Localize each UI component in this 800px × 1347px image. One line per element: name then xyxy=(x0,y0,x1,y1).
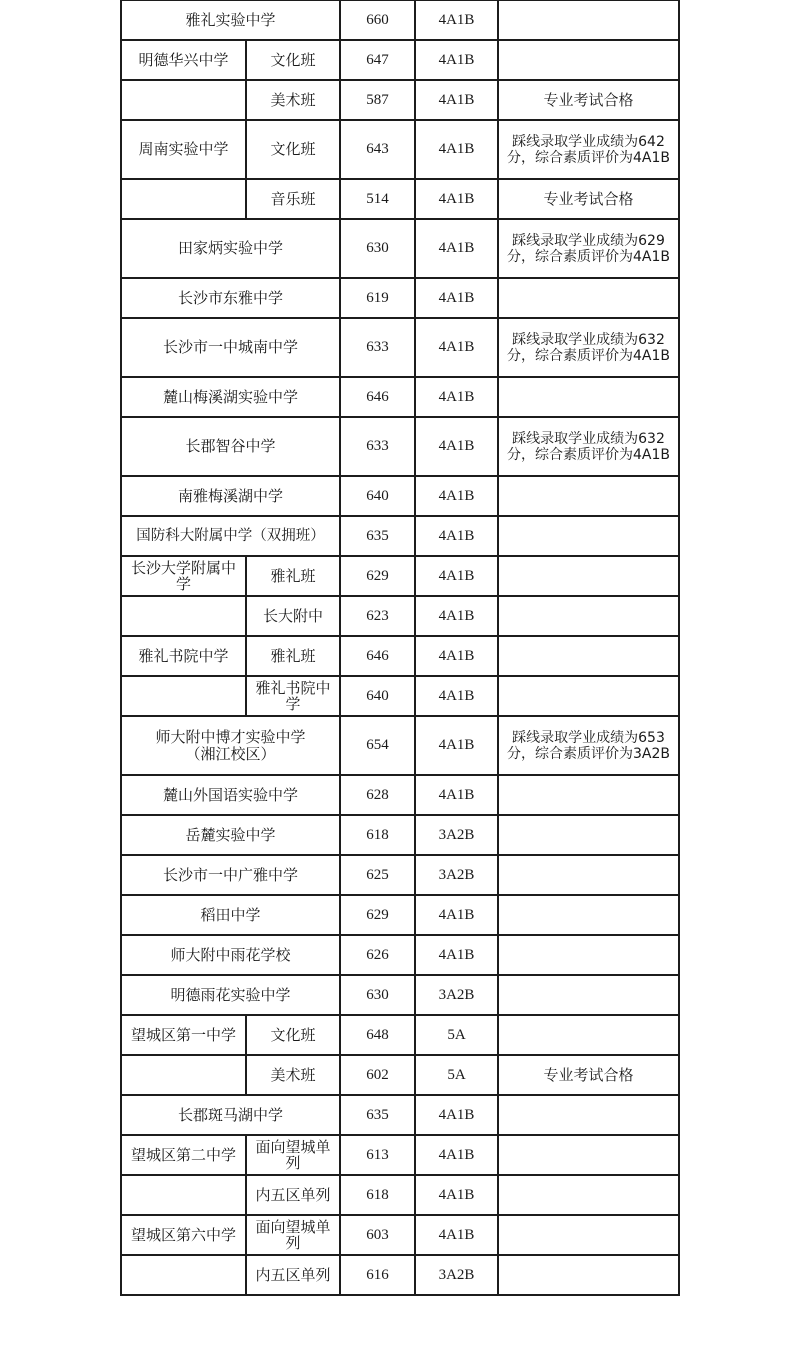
table-row xyxy=(121,318,679,377)
score-cell: 654 xyxy=(340,716,415,775)
school-name-cell: 明德雨花实验中学 xyxy=(121,975,340,1015)
note-cell xyxy=(498,1135,679,1175)
note-cell xyxy=(498,476,679,516)
school-name-cell: 望城区第六中学 xyxy=(121,1215,246,1255)
grade-cell: 4A1B xyxy=(415,1095,498,1135)
class-name-cell: 文化班 xyxy=(246,120,340,179)
table-row xyxy=(121,895,679,935)
table-row xyxy=(121,120,679,179)
grade-cell: 4A1B xyxy=(415,278,498,318)
school-name-cell: 麓山梅溪湖实验中学 xyxy=(121,377,340,417)
grade-cell: 4A1B xyxy=(415,476,498,516)
note-cell xyxy=(498,1175,679,1215)
school-name-cell: 长沙市一中城南中学 xyxy=(121,318,340,377)
grade-cell: 4A1B xyxy=(415,935,498,975)
score-cell: 629 xyxy=(340,895,415,935)
score-cell: 633 xyxy=(340,318,415,377)
school-name-cell: 长沙大学附属中学 xyxy=(121,556,246,596)
note-cell: 踩线录取学业成绩为632分，综合素质评价为4A1B xyxy=(498,318,679,377)
note-cell: 专业考试合格 xyxy=(498,80,679,120)
table-row xyxy=(121,1255,679,1295)
school-name-cell: 周南实验中学 xyxy=(121,120,246,179)
grade-cell: 4A1B xyxy=(415,219,498,278)
note-cell: 踩线录取学业成绩为653分，综合素质评价为3A2B xyxy=(498,716,679,775)
grade-cell: 5A xyxy=(415,1055,498,1095)
table-row xyxy=(121,219,679,278)
grade-cell: 3A2B xyxy=(415,855,498,895)
note-cell xyxy=(498,975,679,1015)
note-cell xyxy=(498,935,679,975)
table-row xyxy=(121,855,679,895)
note-cell xyxy=(498,775,679,815)
score-cell: 647 xyxy=(340,40,415,80)
note-cell xyxy=(498,596,679,636)
grade-cell: 4A1B xyxy=(415,40,498,80)
class-name-cell: 音乐班 xyxy=(246,179,340,219)
school-name-cell: 雅礼书院中学 xyxy=(121,636,246,676)
table-row xyxy=(121,179,679,219)
score-cell: 643 xyxy=(340,120,415,179)
note-cell xyxy=(498,556,679,596)
note-cell xyxy=(498,377,679,417)
school-name-cell xyxy=(121,1055,246,1095)
table-row xyxy=(121,815,679,855)
grade-cell: 4A1B xyxy=(415,179,498,219)
note-cell: 踩线录取学业成绩为632分，综合素质评价为4A1B xyxy=(498,417,679,476)
note-cell xyxy=(498,676,679,716)
grade-cell: 4A1B xyxy=(415,716,498,775)
class-name-cell: 美术班 xyxy=(246,1055,340,1095)
grade-cell: 4A1B xyxy=(415,516,498,556)
score-cell: 623 xyxy=(340,596,415,636)
admission-score-table-container xyxy=(120,0,678,1296)
score-cell: 619 xyxy=(340,278,415,318)
grade-cell: 5A xyxy=(415,1015,498,1055)
score-cell: 613 xyxy=(340,1135,415,1175)
note-cell xyxy=(498,815,679,855)
grade-cell: 4A1B xyxy=(415,636,498,676)
grade-cell: 4A1B xyxy=(415,0,498,40)
score-cell: 630 xyxy=(340,975,415,1015)
table-row xyxy=(121,775,679,815)
table-row xyxy=(121,417,679,476)
score-cell: 646 xyxy=(340,636,415,676)
table-row xyxy=(121,1135,679,1175)
note-cell xyxy=(498,895,679,935)
table-row xyxy=(121,1095,679,1135)
score-cell: 628 xyxy=(340,775,415,815)
admission-score-table xyxy=(120,0,680,1296)
class-name-cell: 美术班 xyxy=(246,80,340,120)
class-name-cell: 内五区单列 xyxy=(246,1255,340,1295)
grade-cell: 4A1B xyxy=(415,676,498,716)
note-cell xyxy=(498,855,679,895)
grade-cell: 4A1B xyxy=(415,1175,498,1215)
score-cell: 602 xyxy=(340,1055,415,1095)
table-row xyxy=(121,975,679,1015)
school-name-cell: 稻田中学 xyxy=(121,895,340,935)
grade-cell: 4A1B xyxy=(415,80,498,120)
note-cell xyxy=(498,636,679,676)
score-cell: 603 xyxy=(340,1215,415,1255)
table-row xyxy=(121,1015,679,1055)
table-row xyxy=(121,636,679,676)
score-cell: 618 xyxy=(340,815,415,855)
grade-cell: 3A2B xyxy=(415,1255,498,1295)
score-cell: 660 xyxy=(340,0,415,40)
table-row xyxy=(121,716,679,775)
score-cell: 587 xyxy=(340,80,415,120)
table-row xyxy=(121,377,679,417)
class-name-cell: 内五区单列 xyxy=(246,1175,340,1215)
score-cell: 633 xyxy=(340,417,415,476)
class-name-cell: 面向望城单列 xyxy=(246,1135,340,1175)
class-name-cell: 文化班 xyxy=(246,1015,340,1055)
table-row xyxy=(121,935,679,975)
table-row xyxy=(121,40,679,80)
school-name-cell: 望城区第二中学 xyxy=(121,1135,246,1175)
school-name-cell: 南雅梅溪湖中学 xyxy=(121,476,340,516)
grade-cell: 4A1B xyxy=(415,377,498,417)
grade-cell: 4A1B xyxy=(415,318,498,377)
table-row xyxy=(121,80,679,120)
school-name-cell xyxy=(121,676,246,716)
school-name-cell: 师大附中博才实验中学（湘江校区） xyxy=(121,716,340,775)
school-name-cell: 长郡斑马湖中学 xyxy=(121,1095,340,1135)
score-cell: 630 xyxy=(340,219,415,278)
table-row xyxy=(121,516,679,556)
table-row xyxy=(121,676,679,716)
school-name-cell: 望城区第一中学 xyxy=(121,1015,246,1055)
note-cell: 专业考试合格 xyxy=(498,1055,679,1095)
score-cell: 514 xyxy=(340,179,415,219)
table-row xyxy=(121,278,679,318)
note-cell xyxy=(498,0,679,40)
score-cell: 629 xyxy=(340,556,415,596)
note-cell: 踩线录取学业成绩为642分，综合素质评价为4A1B xyxy=(498,120,679,179)
note-cell xyxy=(498,1095,679,1135)
table-row xyxy=(121,596,679,636)
class-name-cell: 雅礼班 xyxy=(246,636,340,676)
note-cell: 专业考试合格 xyxy=(498,179,679,219)
score-cell: 625 xyxy=(340,855,415,895)
score-cell: 635 xyxy=(340,516,415,556)
grade-cell: 3A2B xyxy=(415,815,498,855)
school-name-cell: 岳麓实验中学 xyxy=(121,815,340,855)
note-cell xyxy=(498,1015,679,1055)
school-name-cell: 麓山外国语实验中学 xyxy=(121,775,340,815)
table-row xyxy=(121,476,679,516)
score-cell: 648 xyxy=(340,1015,415,1055)
grade-cell: 4A1B xyxy=(415,556,498,596)
table-row xyxy=(121,0,679,40)
school-name-cell: 雅礼实验中学 xyxy=(121,0,340,40)
class-name-cell: 面向望城单列 xyxy=(246,1215,340,1255)
school-name-cell: 长郡智谷中学 xyxy=(121,417,340,476)
class-name-cell: 长大附中 xyxy=(246,596,340,636)
score-cell: 640 xyxy=(340,676,415,716)
grade-cell: 4A1B xyxy=(415,120,498,179)
school-name-cell xyxy=(121,179,246,219)
grade-cell: 3A2B xyxy=(415,975,498,1015)
grade-cell: 4A1B xyxy=(415,895,498,935)
score-cell: 646 xyxy=(340,377,415,417)
table-row xyxy=(121,1175,679,1215)
grade-cell: 4A1B xyxy=(415,775,498,815)
note-cell xyxy=(498,40,679,80)
grade-cell: 4A1B xyxy=(415,1215,498,1255)
table-row xyxy=(121,1215,679,1255)
note-cell xyxy=(498,1255,679,1295)
score-cell: 616 xyxy=(340,1255,415,1295)
school-name-cell: 长沙市一中广雅中学 xyxy=(121,855,340,895)
grade-cell: 4A1B xyxy=(415,1135,498,1175)
score-cell: 640 xyxy=(340,476,415,516)
school-name-cell: 长沙市东雅中学 xyxy=(121,278,340,318)
score-cell: 618 xyxy=(340,1175,415,1215)
school-name-cell xyxy=(121,1255,246,1295)
note-cell xyxy=(498,516,679,556)
score-cell: 635 xyxy=(340,1095,415,1135)
class-name-cell: 雅礼班 xyxy=(246,556,340,596)
school-name-cell xyxy=(121,1175,246,1215)
score-cell: 626 xyxy=(340,935,415,975)
note-cell xyxy=(498,278,679,318)
class-name-cell: 文化班 xyxy=(246,40,340,80)
grade-cell: 4A1B xyxy=(415,596,498,636)
table-row xyxy=(121,1055,679,1095)
school-name-cell: 明德华兴中学 xyxy=(121,40,246,80)
school-name-cell: 师大附中雨花学校 xyxy=(121,935,340,975)
school-name-cell: 田家炳实验中学 xyxy=(121,219,340,278)
school-name-cell xyxy=(121,80,246,120)
school-name-cell xyxy=(121,596,246,636)
note-cell xyxy=(498,1215,679,1255)
table-row xyxy=(121,556,679,596)
school-name-cell: 国防科大附属中学（双拥班） xyxy=(121,516,340,556)
note-cell: 踩线录取学业成绩为629分，综合素质评价为4A1B xyxy=(498,219,679,278)
class-name-cell: 雅礼书院中学 xyxy=(246,676,340,716)
grade-cell: 4A1B xyxy=(415,417,498,476)
